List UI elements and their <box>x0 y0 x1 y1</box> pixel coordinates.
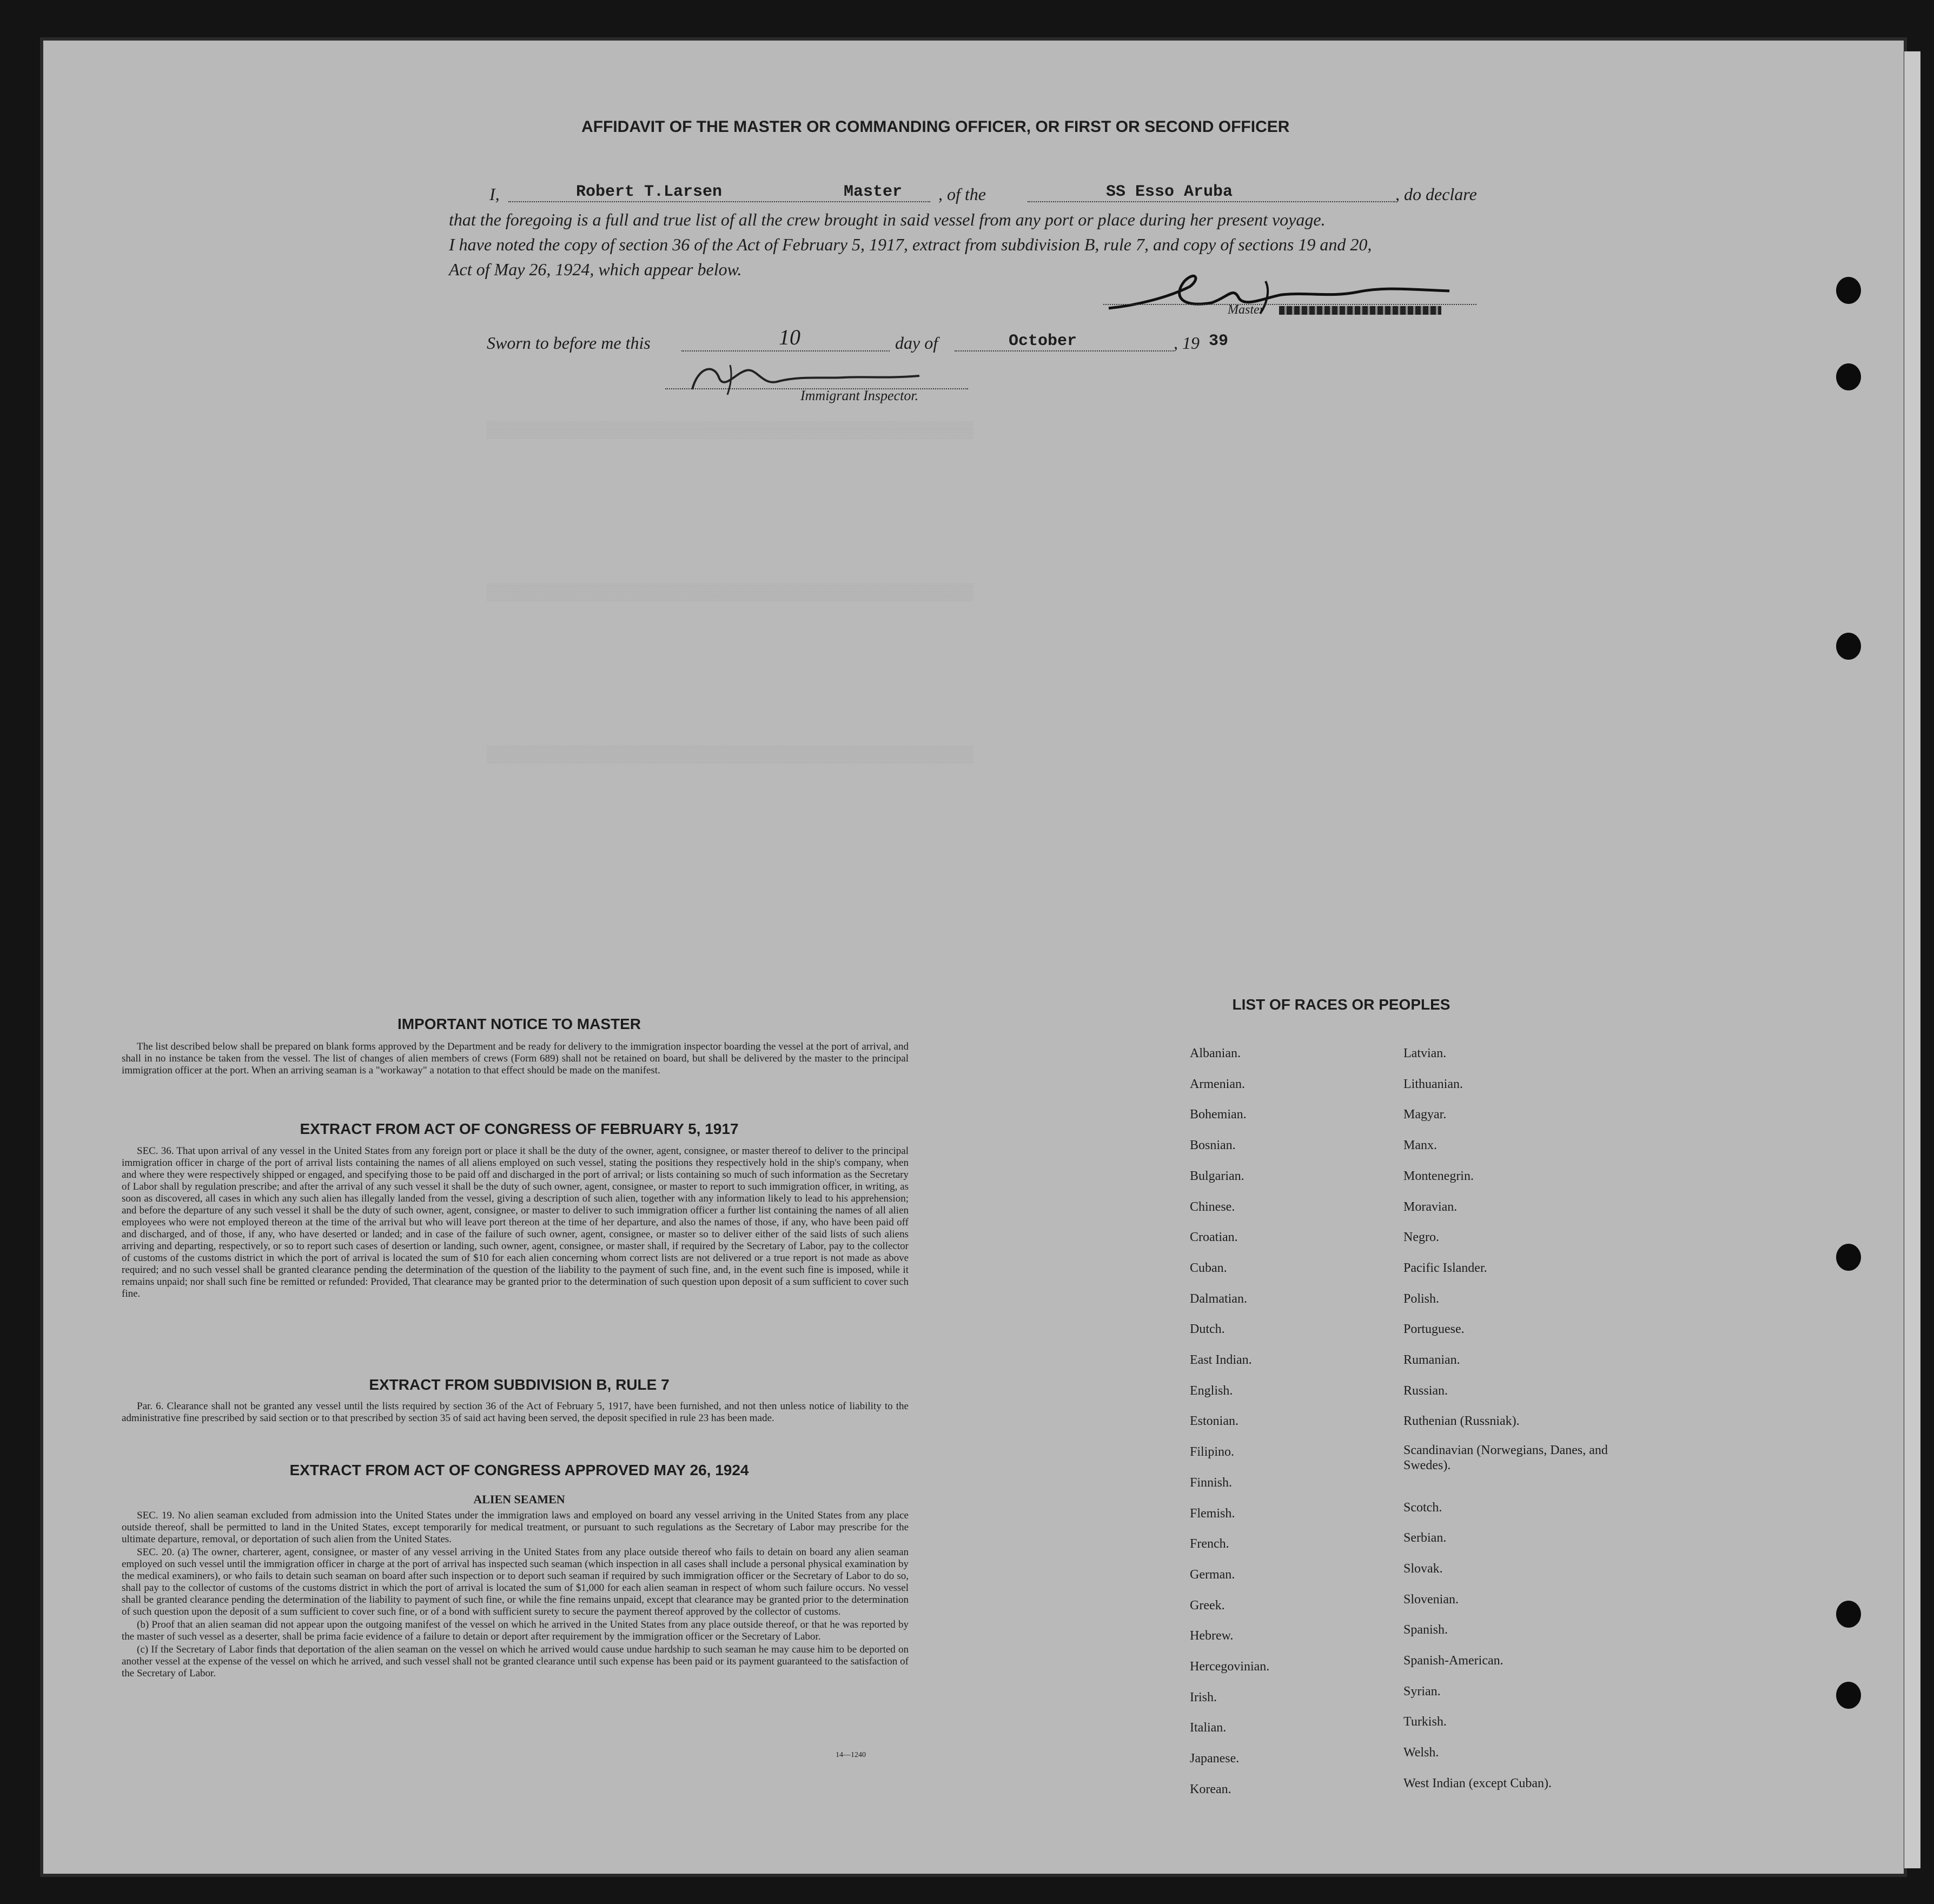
race-item: Filipino. <box>1190 1445 1235 1459</box>
notice-text <box>122 1041 909 1078</box>
race-item: Dutch. <box>1190 1322 1225 1337</box>
race-item: Lithuanian. <box>1403 1077 1463 1091</box>
race-item: Croatian. <box>1190 1230 1238 1245</box>
race-item: Italian. <box>1190 1721 1227 1735</box>
race-item: Moravian. <box>1403 1199 1458 1214</box>
race-item: German. <box>1190 1567 1235 1582</box>
section-20c-paragraph: (c) If the Secretary of Labor finds that deportation of the alien seaman on the vessel on which he arrived would cause undue hardship to such seaman he may cause him to be deported on another vessel at the expense of the vessel on which he arrived, and such vessel shall not be granted clearance until such expense has been paid or its payment guaranteed to the satisfaction of the Secretary of Labor. <box>122 1644 909 1679</box>
master-signature-line <box>1103 304 1476 305</box>
extract-1917-text <box>122 1145 909 1301</box>
extract-1917-title: EXTRACT FROM ACT OF CONGRESS OF FEBRUARY 5, 1917 <box>300 1120 739 1137</box>
race-item: Cuban. <box>1190 1261 1227 1275</box>
race-item: English. <box>1190 1383 1233 1398</box>
punch-hole <box>1836 1601 1861 1628</box>
affidavit-do-declare: , do declare <box>1395 184 1477 204</box>
affidavit-title: AFFIDAVIT OF THE MASTER OR COMMANDING OFFICER, OR FIRST OR SECOND OFFICER <box>581 118 1290 136</box>
race-item: Chinese. <box>1190 1199 1235 1214</box>
race-item: Manx. <box>1403 1138 1437 1153</box>
race-item: Russian. <box>1403 1383 1448 1398</box>
punch-hole <box>1836 1244 1861 1271</box>
bleed-through-text: ▒▒▒▒▒▒▒▒▒▒▒▒▒▒▒▒▒▒▒▒▒▒▒▒▒▒▒▒▒▒▒▒▒▒▒▒▒▒▒▒▒▒▒▒▒▒▒▒▒▒ <box>487 584 974 602</box>
race-item: Polish. <box>1403 1291 1440 1306</box>
race-item: Magyar. <box>1403 1107 1447 1122</box>
race-item: West Indian (except Cuban). <box>1403 1776 1552 1790</box>
sworn-day: 10 <box>779 325 800 349</box>
vessel-line <box>1028 201 1395 202</box>
master-signature <box>1103 265 1482 324</box>
race-item: Korean. <box>1190 1782 1231 1796</box>
bleed-through-text: ▒▒▒▒▒▒▒▒▒▒▒▒▒▒▒▒▒▒▒▒▒▒▒▒▒▒▒▒▒▒▒▒▒▒▒▒▒▒▒▒▒▒▒▒▒▒▒▒▒▒ <box>487 422 974 440</box>
sworn-year: 39 <box>1209 332 1229 350</box>
notice-paragraph: The list described below shall be prepared on blank forms approved by the Department and be ready for delivery to the immigration inspector boarding the vessel at the port of arrival, and shall in no instance be taken from the vessel. The list of changes of alien members of crews (Form 689) shall not be retained on board, but shall be delivered by the master to the principal immigration officer at the port. When an arriving seaman is a "workaway" a notation to that effect should be made on the manifest. <box>122 1041 909 1076</box>
race-item: Slovak. <box>1403 1561 1443 1576</box>
race-item: Welsh. <box>1403 1746 1439 1760</box>
struck-through-text <box>1279 306 1441 315</box>
master-name: Robert T.Larsen <box>576 183 723 201</box>
name-line <box>508 201 930 202</box>
races-title: LIST OF RACES OR PEOPLES <box>1232 996 1450 1013</box>
race-item: Bulgarian. <box>1190 1169 1244 1183</box>
section-20a-paragraph: SEC. 20. (a) The owner, charterer, agent, consignee, or master of any vessel arriving in the United States from any place outside thereof who fails to detain on board any alien seaman employed on such vessel until the immigration officer in charge at the port of arrival has inspected such seaman (which inspection in all cases shall include a personal physical examination by the medical examiners), or who fails to detain such seaman on board after such inspection or to deport such seaman if required by such immigration officer or the Secretary of Labor to do so, shall pay to the collector of customs of the customs district in which the port of arrival is located the sum of $1,000 for each alien seaman in respect of whom such failure occurs. No vessel shall be granted clearance pending the determination of the liability to payment of such fine, or while the fine remains unpaid, except that clearance may be granted prior to the determination of such question upon the deposit of a sum sufficient to cover such fine, or of a bond with sufficient surety to secure the payment thereof approved by the collector of customs. <box>122 1547 909 1617</box>
race-item: Dalmatian. <box>1190 1291 1247 1306</box>
notice-title: IMPORTANT NOTICE TO MASTER <box>397 1016 641 1032</box>
sworn-month-line <box>955 350 1174 351</box>
race-item: Armenian. <box>1190 1077 1245 1091</box>
race-item: Negro. <box>1403 1230 1439 1245</box>
race-item: French. <box>1190 1537 1229 1551</box>
race-item: Turkish. <box>1403 1715 1447 1729</box>
race-item: Bohemian. <box>1190 1107 1247 1122</box>
race-item: Greek. <box>1190 1598 1225 1613</box>
race-item: Rumanian. <box>1403 1353 1460 1367</box>
punch-hole <box>1836 633 1861 660</box>
race-item: Hebrew. <box>1190 1629 1234 1643</box>
race-item: Hercegovinian. <box>1190 1660 1270 1674</box>
race-item: Spanish. <box>1403 1623 1448 1637</box>
section-19-paragraph: SEC. 19. No alien seaman excluded from admission into the United States under the immigration laws and employed on board any vessel arriving in the United States from any place outside thereof, shall be permitted to land in the United States, except temporarily for medical treatment, or pursuant to such regulations as the Secretary of Labor may prescribe for the ultimate departure, removal, or deportation of such alien from the United States. <box>122 1510 909 1545</box>
race-item: Spanish-American. <box>1403 1654 1504 1668</box>
punch-hole <box>1836 277 1861 304</box>
punch-hole <box>1836 363 1861 390</box>
page-edge <box>1904 51 1920 1868</box>
race-item: Serbian. <box>1403 1531 1447 1545</box>
race-item: Albanian. <box>1190 1046 1241 1060</box>
race-item: Scotch. <box>1403 1500 1442 1515</box>
bleed-through-text: ▒▒▒▒▒▒▒▒▒▒▒▒▒▒▒▒▒▒▒▒▒▒▒▒▒▒▒▒▒▒▒▒▒▒▒▒▒▒▒▒▒▒▒▒▒▒▒▒▒▒ <box>487 746 974 765</box>
alien-seamen-subtitle: ALIEN SEAMEN <box>473 1492 565 1506</box>
section-20b-paragraph: (b) Proof that an alien seaman did not appear upon the outgoing manifest of the vessel on which he arrived in the United States from any place outside thereof, or that he was reported by the master of such vessel as a deserter, shall be prima facie evidence of a failure to detain or deport after requirement by the immigration officer or the Secretary of Labor. <box>122 1619 909 1642</box>
punch-hole <box>1836 1682 1861 1709</box>
affidavit-line-2: that the foregoing is a full and true list of all the crew brought in said vessel from any port or place during her present voyage. <box>449 210 1326 229</box>
vessel-name: SS Esso Aruba <box>1106 183 1233 201</box>
race-item: Flemish. <box>1190 1506 1235 1521</box>
master-rank: Master <box>844 183 903 201</box>
race-item: Portuguese. <box>1403 1322 1465 1337</box>
race-item: Syrian. <box>1403 1684 1441 1699</box>
inspector-caption: Immigrant Inspector. <box>800 388 919 403</box>
year-prefix: , 19 <box>1174 333 1200 353</box>
subdivision-title: EXTRACT FROM SUBDIVISION B, RULE 7 <box>369 1376 670 1393</box>
race-item: Japanese. <box>1190 1752 1240 1766</box>
subdivision-text <box>122 1401 909 1425</box>
affidavit-of-the: , of the <box>938 184 986 204</box>
race-item: Ruthenian (Russniak). <box>1403 1414 1520 1429</box>
race-item: Estonian. <box>1190 1414 1238 1429</box>
affidavit-i-label: I, <box>489 184 500 204</box>
extract-1917-paragraph: SEC. 36. That upon arrival of any vessel in the United States from any foreign port or place it shall be the duty of the owner, agent, consignee, or master thereof to deliver to the principal immigration officer in charge of the port of arrival lists containing the names of all aliens employed on such vessel, stating the positions they respectively hold in the ship's company, when and where they were respectively shipped or engaged, and specifying those to be paid off and discharged in the port of arrival; or lists containing so much of such information as the Secretary of Labor shall by regulation prescribe; and after the arrival of any such vessel it shall be the duty of such owner, agent, consignee, or master to report to such immigration officer, in writing, as soon as discovered, all cases in which any such alien has illegally landed from the vessel, giving a description of such alien, together with any information likely to lead to his apprehension; and before the departure of any such vessel it shall be the duty of such owner, agent, consignee, or master to deliver to such immigration officer a further list containing the names of all alien employees who were not employed thereon at the time of the arrival but who will leave port thereon at the time of her departure, and also the names of those, if any, who have been paid off and discharged, and of those, if any, who have deserted or landed; and in case of the failure of such owner, agent, consignee, or master so to deliver either of the said lists of such aliens arriving and departing, respectively, or so to report such cases of desertion or landing, such owner, agent, consignee, or master shall, if required by the Secretary of Labor, pay to the collector of customs of the customs district in which the port of arrival is located the sum of $10 for each alien concerning whom correct lists are not delivered or a true report is not made as above required; and no such vessel shall be granted clearance pending the determination of the question of the liability to the payment of such fine, and, in the event such fine is imposed, while it remains unpaid; nor shall such fine be remitted or refunded: Provided, That clearance may be granted prior to the determination of such question upon deposit of a sum sufficient to cover such fine. <box>122 1145 909 1299</box>
extract-1924-text <box>122 1510 909 1681</box>
race-item: Finnish. <box>1190 1475 1233 1490</box>
extract-1924-title: EXTRACT FROM ACT OF CONGRESS APPROVED MAY 26, 1924 <box>289 1462 749 1478</box>
sworn-label: Sworn to before me this <box>487 333 651 353</box>
race-item: Pacific Islander. <box>1403 1261 1487 1275</box>
signature-caption: Master <box>1228 303 1264 317</box>
race-item: Bosnian. <box>1190 1138 1236 1153</box>
form-number: 14—1240 <box>836 1751 866 1759</box>
race-item: Slovenian. <box>1403 1592 1459 1607</box>
affidavit-line-3: I have noted the copy of section 36 of the Act of February 5, 1917, extract from subdivision B, rule 7, and copy of sections 19 and 20, <box>449 235 1372 254</box>
race-item: Scandinavian (Norwegians, Danes, and Swedes). <box>1403 1443 1608 1473</box>
race-item: Irish. <box>1190 1690 1217 1704</box>
sworn-month: October <box>1009 332 1077 350</box>
race-item: Latvian. <box>1403 1046 1447 1060</box>
subdivision-paragraph: Par. 6. Clearance shall not be granted any vessel until the lists required by section 36 of the Act of February 5, 1917, have been furnished, and not then unless notice of liability to the administrative fine prescribed by said section or to that prescribed by section 35 of said act having been served, the deposit specified in rule 23 has been made. <box>122 1401 909 1424</box>
affidavit-line-4: Act of May 26, 1924, which appear below. <box>449 260 742 279</box>
race-item: East Indian. <box>1190 1353 1252 1367</box>
day-of-label: day of <box>895 333 938 353</box>
race-item: Montenegrin. <box>1403 1169 1474 1183</box>
sworn-day-line <box>681 350 890 351</box>
